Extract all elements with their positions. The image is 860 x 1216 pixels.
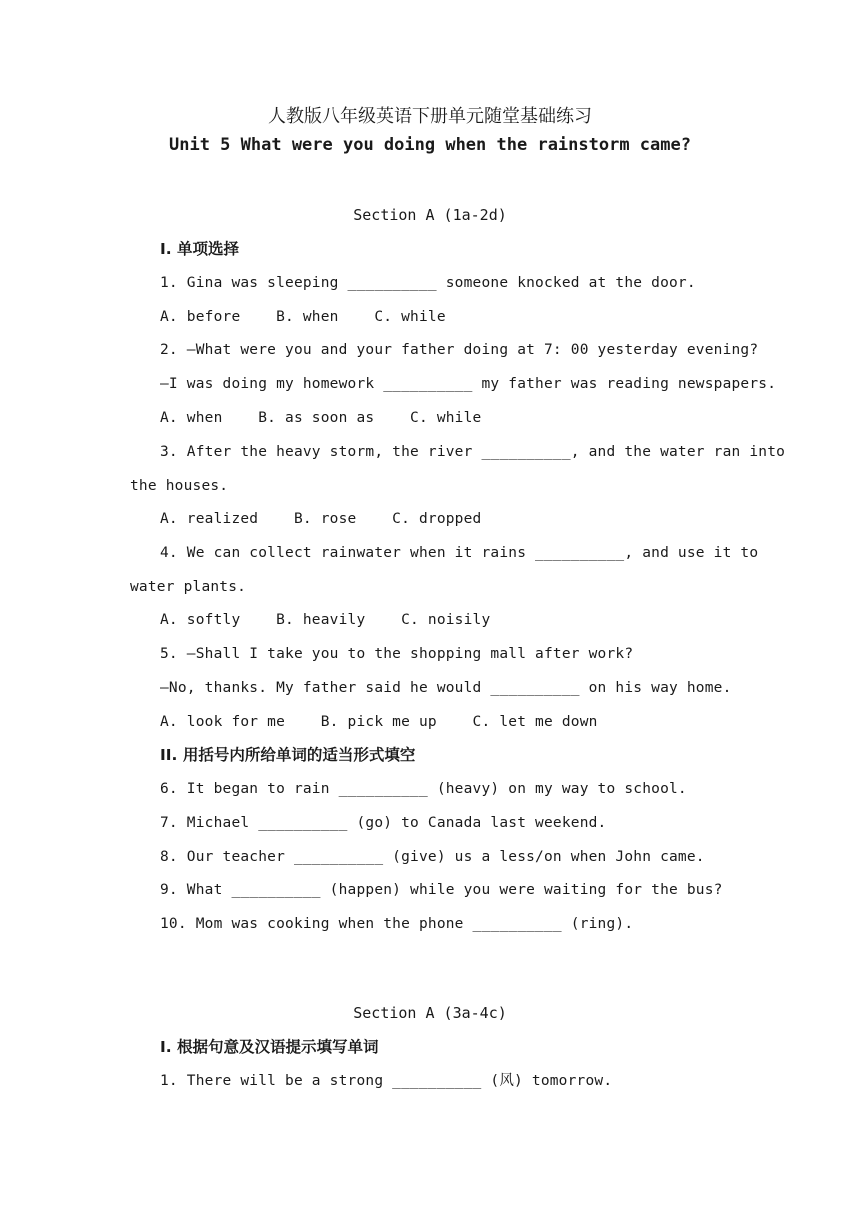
question-line: 2. —What were you and your father doing at 7: 00 yesterday evening? [160,342,759,358]
question-line: 1. Gina was sleeping __________ someone knocked at the door. [160,275,696,291]
options-line: A. look for me B. pick me up C. let me down [160,714,598,730]
document-title-english: Unit 5 What were you doing when the rainstorm came? [169,135,691,155]
question-line: 9. What __________ (happen) while you were waiting for the bus? [160,882,723,898]
question-line: —I was doing my homework __________ my father was reading newspapers. [160,376,777,392]
options-line: A. softly B. heavily C. noisily [160,612,491,628]
options-line: A. before B. when C. while [160,309,446,325]
options-line: A. when B. as soon as C. while [160,410,482,426]
part-heading-fill-word: I. 根据句意及汉语提示填写单词 [160,1038,379,1056]
part-heading-multiple-choice: I. 单项选择 [160,240,240,258]
section-title-2: Section A (3a-4c) [353,1004,507,1022]
question-line: 4. We can collect rainwater when it rains __________, and use it to [160,545,759,561]
question-line: 1. There will be a strong __________ (风) tomorrow. [160,1073,613,1089]
question-line-continued: the houses. [130,478,229,494]
section-title-1: Section A (1a-2d) [353,206,507,224]
part-heading-fill-in-form: II. 用括号内所给单词的适当形式填空 [160,746,416,764]
question-line-continued: water plants. [130,579,247,595]
question-line: —No, thanks. My father said he would __________ on his way home. [160,680,732,696]
question-line: 5. —Shall I take you to the shopping mall after work? [160,646,634,662]
question-line: 8. Our teacher __________ (give) us a less/on when John came. [160,849,705,865]
document-title-chinese: 人教版八年级英语下册单元随堂基础练习 [268,106,592,127]
options-line: A. realized B. rose C. dropped [160,511,482,527]
question-line: 3. After the heavy storm, the river __________, and the water ran into [160,444,786,460]
question-line: 10. Mom was cooking when the phone __________ (ring). [160,916,634,932]
question-line: 7. Michael __________ (go) to Canada last weekend. [160,815,607,831]
question-line: 6. It began to rain __________ (heavy) on my way to school. [160,781,687,797]
